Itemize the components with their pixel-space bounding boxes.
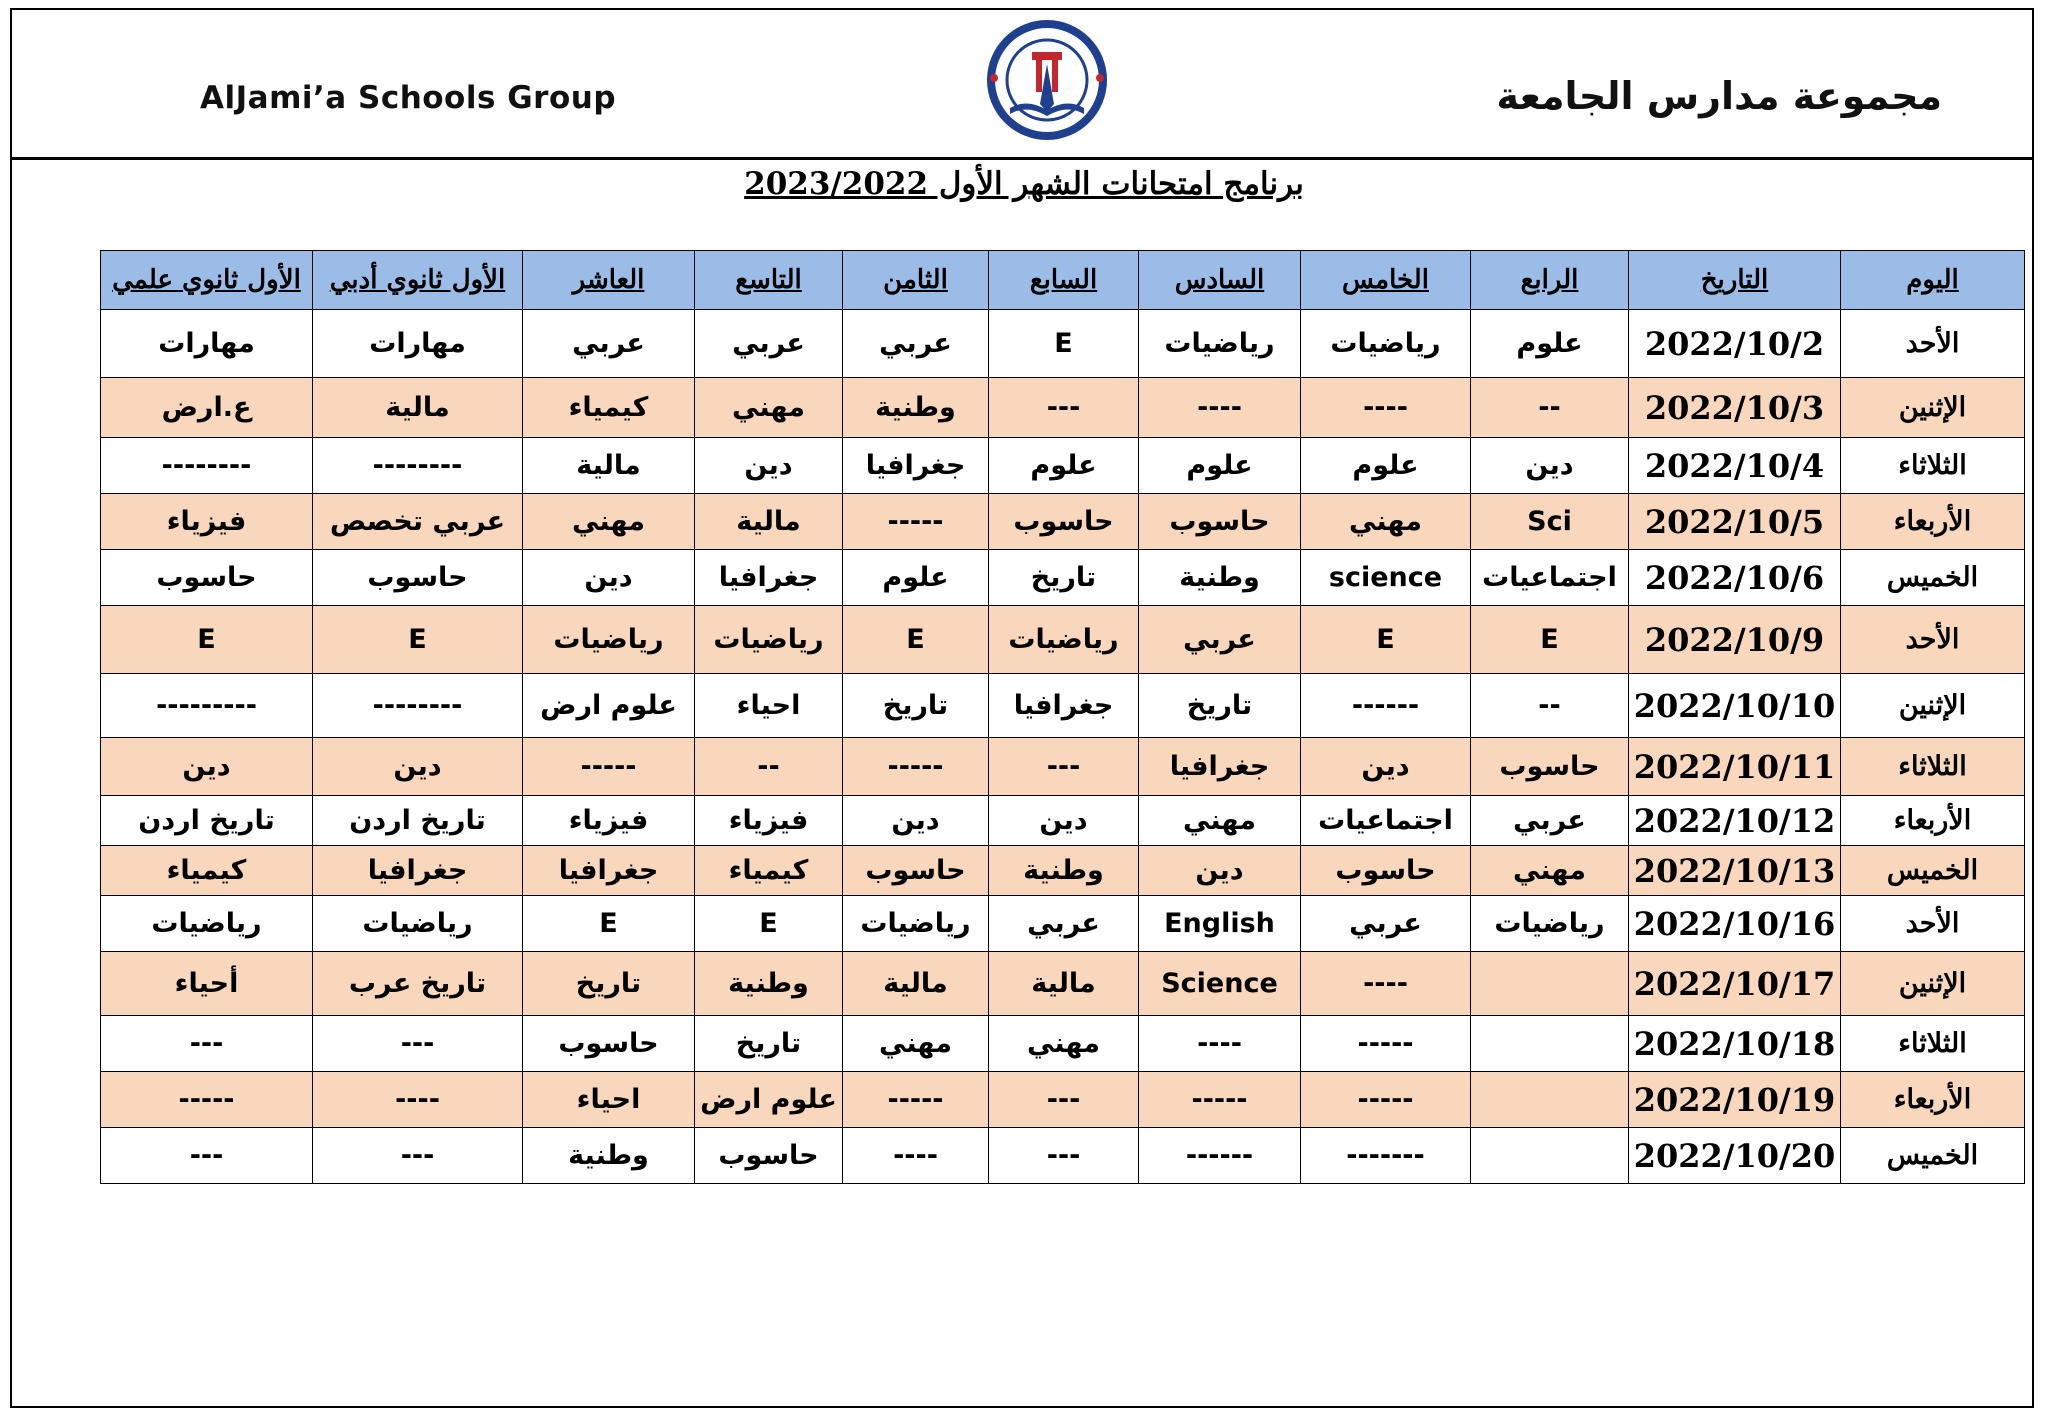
- subject-cell: E: [1301, 606, 1471, 674]
- subject-cell: رياضيات: [1301, 310, 1471, 378]
- subject-cell: وطنية: [1139, 550, 1301, 606]
- subject-cell: تاريخ: [989, 550, 1139, 606]
- subject-cell: ----: [1139, 378, 1301, 438]
- subject-cell: مهني: [989, 1016, 1139, 1072]
- subject-cell: مهني: [695, 378, 843, 438]
- date-cell: 2022/10/3: [1629, 378, 1841, 438]
- subject-cell: مالية: [695, 494, 843, 550]
- table-row: [101, 550, 2025, 606]
- exam-schedule-table: [100, 250, 2025, 1184]
- subject-cell: مالية: [989, 952, 1139, 1016]
- subject-cell: [1471, 1016, 1629, 1072]
- column-header-grade-8: الثامن: [843, 251, 989, 310]
- subject-cell: E: [843, 606, 989, 674]
- subject-cell: رياضيات: [989, 606, 1139, 674]
- schedule-title: برنامج امتحانات الشهر الأول 2023/2022: [744, 166, 1304, 202]
- subject-cell: رياضيات: [695, 606, 843, 674]
- subject-cell: علوم: [1301, 438, 1471, 494]
- subject-cell: -----: [843, 1072, 989, 1128]
- table-row: [101, 1016, 2025, 1072]
- subject-cell: كيمياء: [695, 846, 843, 896]
- subject-cell: --------: [101, 438, 313, 494]
- subject-cell: علوم ارض: [523, 674, 695, 738]
- subject-cell: عربي: [695, 310, 843, 378]
- day-cell: الإثنين: [1841, 378, 2025, 438]
- column-header-grade-11-scientific: الأول ثانوي علمي: [101, 251, 313, 310]
- subject-cell: E: [989, 310, 1139, 378]
- subject-cell: علوم: [989, 438, 1139, 494]
- subject-cell: دين: [523, 550, 695, 606]
- subject-cell: -------: [1301, 1128, 1471, 1184]
- subject-cell: وطنية: [843, 378, 989, 438]
- subject-cell: -----: [101, 1072, 313, 1128]
- subject-cell: عربي: [1139, 606, 1301, 674]
- date-cell: 2022/10/9: [1629, 606, 1841, 674]
- subject-cell: عربي: [523, 310, 695, 378]
- subject-cell: -----: [523, 738, 695, 796]
- subject-cell: فيزياء: [523, 796, 695, 846]
- subject-cell: -----: [843, 738, 989, 796]
- subject-cell: علوم: [1471, 310, 1629, 378]
- subject-cell: ---: [101, 1016, 313, 1072]
- subject-cell: احياء: [523, 1072, 695, 1128]
- column-header-grade-9: التاسع: [695, 251, 843, 310]
- column-header-grade-11-literary: الأول ثانوي أدبي: [313, 251, 523, 310]
- subject-cell: تاريخ اردن: [313, 796, 523, 846]
- subject-cell: English: [1139, 896, 1301, 952]
- day-cell: الأحد: [1841, 606, 2025, 674]
- subject-cell: علوم: [843, 550, 989, 606]
- subject-cell: رياضيات: [523, 606, 695, 674]
- subject-cell: حاسوب: [695, 1128, 843, 1184]
- subject-cell: علوم ارض: [695, 1072, 843, 1128]
- subject-cell: مهارات: [101, 310, 313, 378]
- subject-cell: دين: [695, 438, 843, 494]
- column-header-grade-6: السادس: [1139, 251, 1301, 310]
- subject-cell: [1471, 1072, 1629, 1128]
- table-row: [101, 952, 2025, 1016]
- subject-cell: دين: [989, 796, 1139, 846]
- date-cell: 2022/10/4: [1629, 438, 1841, 494]
- subject-cell: ---: [989, 1128, 1139, 1184]
- subject-cell: جغرافيا: [1139, 738, 1301, 796]
- brand-name-arabic: مجموعة مدارس الجامعة: [1496, 74, 1942, 118]
- subject-cell: E: [695, 896, 843, 952]
- subject-cell: ----: [1301, 952, 1471, 1016]
- subject-cell: حاسوب: [1471, 738, 1629, 796]
- subject-cell: اجتماعيات: [1301, 796, 1471, 846]
- table-body: [101, 310, 2025, 1184]
- date-cell: 2022/10/17: [1629, 952, 1841, 1016]
- table-row: [101, 674, 2025, 738]
- subject-cell: مهارات: [313, 310, 523, 378]
- subject-cell: حاسوب: [523, 1016, 695, 1072]
- subject-cell: E: [101, 606, 313, 674]
- subject-cell: ----: [1139, 1016, 1301, 1072]
- subject-cell: ------: [1301, 674, 1471, 738]
- subject-cell: دين: [843, 796, 989, 846]
- subject-cell: -----: [1139, 1072, 1301, 1128]
- column-header-grade-10: العاشر: [523, 251, 695, 310]
- subject-cell: ----: [843, 1128, 989, 1184]
- subject-cell: --: [695, 738, 843, 796]
- subject-cell: حاسوب: [843, 846, 989, 896]
- subject-cell: جغرافيا: [523, 846, 695, 896]
- column-header-date: التاريخ: [1629, 251, 1841, 310]
- subject-cell: رياضيات: [1471, 896, 1629, 952]
- subject-cell: رياضيات: [1139, 310, 1301, 378]
- subject-cell: مهني: [843, 1016, 989, 1072]
- subject-cell: حاسوب: [989, 494, 1139, 550]
- subject-cell: وطنية: [695, 952, 843, 1016]
- subject-cell: -----: [843, 494, 989, 550]
- subject-cell: رياضيات: [313, 896, 523, 952]
- subject-cell: عربي: [843, 310, 989, 378]
- subject-cell: وطنية: [523, 1128, 695, 1184]
- date-cell: 2022/10/10: [1629, 674, 1841, 738]
- date-cell: 2022/10/19: [1629, 1072, 1841, 1128]
- date-cell: 2022/10/13: [1629, 846, 1841, 896]
- day-cell: الخميس: [1841, 846, 2025, 896]
- day-cell: الإثنين: [1841, 674, 2025, 738]
- subject-cell: E: [313, 606, 523, 674]
- schedule-title-wrap: [0, 166, 2048, 202]
- day-cell: الأحد: [1841, 896, 2025, 952]
- table-row: [101, 1128, 2025, 1184]
- subject-cell: تاريخ: [843, 674, 989, 738]
- day-cell: الإثنين: [1841, 952, 2025, 1016]
- subject-cell: ----: [1301, 378, 1471, 438]
- subject-cell: ---: [989, 378, 1139, 438]
- day-cell: الأربعاء: [1841, 494, 2025, 550]
- subject-cell: عربي تخصص: [313, 494, 523, 550]
- subject-cell: ---: [313, 1128, 523, 1184]
- subject-cell: مالية: [523, 438, 695, 494]
- subject-cell: ----: [313, 1072, 523, 1128]
- subject-cell: Science: [1139, 952, 1301, 1016]
- subject-cell: حاسوب: [101, 550, 313, 606]
- subject-cell: ---: [989, 1072, 1139, 1128]
- subject-cell: ع.ارض: [101, 378, 313, 438]
- subject-cell: تاريخ عرب: [313, 952, 523, 1016]
- subject-cell: مهني: [1471, 846, 1629, 896]
- date-cell: 2022/10/11: [1629, 738, 1841, 796]
- subject-cell: --------: [313, 674, 523, 738]
- subject-cell: E: [523, 896, 695, 952]
- subject-cell: تاريخ: [1139, 674, 1301, 738]
- subject-cell: وطنية: [989, 846, 1139, 896]
- subject-cell: جغرافيا: [695, 550, 843, 606]
- subject-cell: ------: [1139, 1128, 1301, 1184]
- date-cell: 2022/10/12: [1629, 796, 1841, 846]
- table-row: [101, 846, 2025, 896]
- day-cell: الأحد: [1841, 310, 2025, 378]
- table-row: [101, 378, 2025, 438]
- brand-name-english: AlJami’a Schools Group: [200, 80, 617, 116]
- table-row: [101, 438, 2025, 494]
- date-cell: 2022/10/2: [1629, 310, 1841, 378]
- subject-cell: عربي: [1471, 796, 1629, 846]
- table-row: [101, 310, 2025, 378]
- date-cell: 2022/10/5: [1629, 494, 1841, 550]
- subject-cell: رياضيات: [101, 896, 313, 952]
- subject-cell: كيمياء: [101, 846, 313, 896]
- subject-cell: دين: [1139, 846, 1301, 896]
- subject-cell: تاريخ اردن: [101, 796, 313, 846]
- column-header-grade-7: السابع: [989, 251, 1139, 310]
- subject-cell: فيزياء: [101, 494, 313, 550]
- subject-cell: E: [1471, 606, 1629, 674]
- table-row: [101, 494, 2025, 550]
- subject-cell: science: [1301, 550, 1471, 606]
- subject-cell: دين: [313, 738, 523, 796]
- subject-cell: جغرافيا: [313, 846, 523, 896]
- day-cell: الثلاثاء: [1841, 738, 2025, 796]
- subject-cell: ---: [101, 1128, 313, 1184]
- day-cell: الخميس: [1841, 1128, 2025, 1184]
- day-cell: الخميس: [1841, 550, 2025, 606]
- subject-cell: [1471, 952, 1629, 1016]
- subject-cell: مهني: [523, 494, 695, 550]
- subject-cell: جغرافيا: [843, 438, 989, 494]
- date-cell: 2022/10/20: [1629, 1128, 1841, 1184]
- subject-cell: حاسوب: [1301, 846, 1471, 896]
- subject-cell: اجتماعيات: [1471, 550, 1629, 606]
- day-cell: الثلاثاء: [1841, 438, 2025, 494]
- column-header-day: اليوم: [1841, 251, 2025, 310]
- subject-cell: -----: [1301, 1072, 1471, 1128]
- school-logo: [972, 12, 1122, 144]
- subject-cell: مهني: [1301, 494, 1471, 550]
- subject-cell: دين: [101, 738, 313, 796]
- subject-cell: كيمياء: [523, 378, 695, 438]
- date-cell: 2022/10/6: [1629, 550, 1841, 606]
- subject-cell: عربي: [989, 896, 1139, 952]
- table-row: [101, 1072, 2025, 1128]
- day-cell: الأربعاء: [1841, 796, 2025, 846]
- date-cell: 2022/10/18: [1629, 1016, 1841, 1072]
- table-row: [101, 796, 2025, 846]
- subject-cell: مالية: [843, 952, 989, 1016]
- table-header-row: [101, 251, 2025, 310]
- table-row: [101, 896, 2025, 952]
- subject-cell: --: [1471, 674, 1629, 738]
- table-row: [101, 738, 2025, 796]
- column-header-grade-4: الرابع: [1471, 251, 1629, 310]
- subject-cell: حاسوب: [1139, 494, 1301, 550]
- subject-cell: -----: [1301, 1016, 1471, 1072]
- subject-cell: تاريخ: [523, 952, 695, 1016]
- subject-cell: علوم: [1139, 438, 1301, 494]
- subject-cell: دين: [1471, 438, 1629, 494]
- subject-cell: أحياء: [101, 952, 313, 1016]
- date-cell: 2022/10/16: [1629, 896, 1841, 952]
- table-row: [101, 606, 2025, 674]
- subject-cell: دين: [1301, 738, 1471, 796]
- subject-cell: احياء: [695, 674, 843, 738]
- subject-cell: تاريخ: [695, 1016, 843, 1072]
- subject-cell: رياضيات: [843, 896, 989, 952]
- subject-cell: عربي: [1301, 896, 1471, 952]
- subject-cell: ---------: [101, 674, 313, 738]
- subject-cell: --: [1471, 378, 1629, 438]
- subject-cell: مالية: [313, 378, 523, 438]
- subject-cell: جغرافيا: [989, 674, 1139, 738]
- subject-cell: Sci: [1471, 494, 1629, 550]
- subject-cell: حاسوب: [313, 550, 523, 606]
- column-header-grade-5: الخامس: [1301, 251, 1471, 310]
- subject-cell: فيزياء: [695, 796, 843, 846]
- subject-cell: ---: [989, 738, 1139, 796]
- day-cell: الأربعاء: [1841, 1072, 2025, 1128]
- subject-cell: ---: [313, 1016, 523, 1072]
- subject-cell: [1471, 1128, 1629, 1184]
- day-cell: الثلاثاء: [1841, 1016, 2025, 1072]
- subject-cell: مهني: [1139, 796, 1301, 846]
- subject-cell: --------: [313, 438, 523, 494]
